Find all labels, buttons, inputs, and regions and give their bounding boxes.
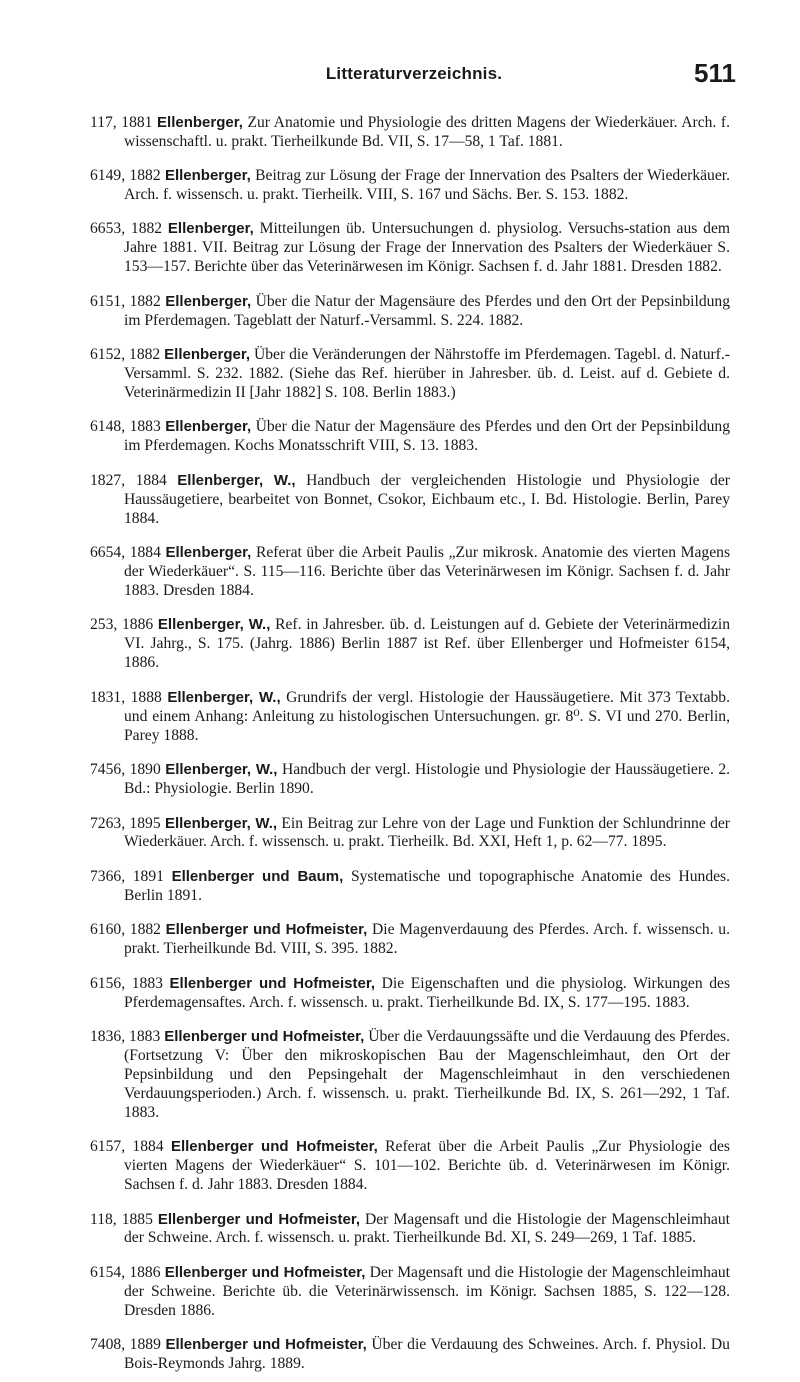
bibliography-entry [90, 1211, 730, 1249]
page-number: 511 [694, 58, 736, 88]
entry-year: 1891 [132, 867, 164, 885]
entry-authors: Ellenberger und Baum, [171, 867, 344, 885]
bibliography-entry [90, 220, 730, 277]
bibliography-entry [90, 167, 730, 205]
bibliography-entry [90, 1028, 730, 1123]
entry-text: Über die Verdauung des Schweines. Arch. f. Physiol. Du Bois-Reymonds Jahrg. 1889. [124, 1336, 730, 1373]
entry-authors: Ellenberger, [164, 167, 251, 184]
entry-authors: Ellenberger und Hofmeister, [164, 1028, 365, 1046]
entry-number: 6653, [90, 220, 126, 238]
bibliography-entry [90, 544, 730, 601]
entry-authors: Ellenberger, W., [157, 616, 271, 634]
entry-authors: Ellenberger, [157, 113, 243, 131]
entry-authors: Ellenberger, W., [177, 471, 296, 489]
entry-year: 1882 [130, 220, 163, 238]
entry-year: 1884 [132, 1138, 164, 1156]
entry-text: Der Magensaft und die Histologie der Magenschleimhaut der Schweine. Arch. f. wissensch. u. prakt. Tierheilkunde Bd. XI, S. 249—269, 1 Taf. 1885. [124, 1210, 730, 1247]
entry-authors: Ellenberger, [165, 544, 252, 562]
entry-text: Die Eigenschaften und die physiolog. Wirkungen des Pferdemagensaftes. Arch. f. wissensch. u. prakt. Tierheilkunde Bd. IX, S. 177—195. 1883. [124, 974, 731, 1011]
entry-text: Grundrifs der vergl. Histologie der Haussäugetiere. Mit 373 Textabb. und einem Anhang: Anleitung zu histologischen Untersuchungen. gr. 8⁰. S. VI und 270. Berlin, Parey 1888. [124, 688, 730, 744]
entry-authors: Ellenberger und Hofmeister, [169, 974, 376, 992]
entry-number: 7456, [90, 761, 126, 779]
entry-year: 1882 [129, 346, 161, 364]
entry-number: 118, [90, 1210, 117, 1228]
entry-authors: Ellenberger, W., [167, 688, 281, 706]
entry-number: 6154, [90, 1263, 126, 1281]
entry-authors: Ellenberger, [165, 418, 252, 436]
bibliography-entry [90, 418, 730, 456]
entry-year: 1888 [130, 688, 162, 706]
entry-text: Beitrag zur Lösung der Frage der Innervation des Psalters der Wiederkäuer. Arch. f. wissensch. u. prakt. Tierheilk. VIII, S. 167 und Sächs. Ber. S. 153. 1882. [124, 167, 730, 203]
entry-year: 1890 [129, 761, 161, 779]
entry-text: Handbuch der vergleichenden Histologie und Physiologie der Haussäugetiere, bearbeitet von Bonnet, Csokor, Eichbaum etc., I. Bd. Histologie. Berlin, Parey 1884. [124, 471, 730, 527]
bibliography-entry [90, 868, 730, 906]
bibliography-entry [90, 616, 730, 673]
entry-text: Zur Anatomie und Physiologie des dritten Magens der Wiederkäuer. Arch. f. wissenschaftl. u. prakt. Tierheilkunde Bd. VII, S. 17—58, 1 Taf. 1881. [124, 113, 730, 150]
bibliography-entry [90, 472, 730, 529]
entry-text: Ref. in Jahresber. üb. d. Leistungen auf d. Gebiete der Veterinärmedizin VI. Jahrg., S. 175. (Jahrg. 1886) Berlin 1887 ist Ref. über Ellenberger und Hofmeister 6154, 1886. [124, 616, 731, 672]
entry-text: Handbuch der vergl. Histologie und Physiologie der Haussäugetiere. 2. Bd.: Physiologie. Berlin 1890. [124, 761, 731, 797]
entry-text: Der Magensaft und die Histologie der Magenschleimhaut der Schweine. Berichte üb. die Veterinärwissensch. im Königr. Sachsen 1885, S. 122—128. Dresden 1886. [124, 1263, 731, 1319]
entry-text: Referat über die Arbeit Paulis „Zur mikrosk. Anatomie des vierten Magens der Wiederkäuer“. S. 115—116. Berichte über das Veterinärwesen im Königr. Sachsen f. d. Jahr 1883. Dresden 1884. [124, 544, 731, 599]
bibliography-entry [90, 689, 730, 746]
bibliography-entry [90, 293, 730, 331]
bibliography-entry [90, 1264, 730, 1321]
entry-year: 1882 [129, 292, 161, 310]
entry-authors: Ellenberger, [167, 220, 254, 238]
bibliography-entry [90, 815, 730, 853]
bibliography-list [90, 98, 730, 1382]
bibliography-entry [90, 346, 730, 403]
entry-authors: Ellenberger, [165, 292, 252, 310]
entry-year: 1886 [129, 1263, 161, 1281]
entry-number: 7408, [90, 1336, 126, 1354]
entry-authors: Ellenberger und Hofmeister, [157, 1210, 361, 1228]
entry-number: 6157, [90, 1138, 126, 1156]
entry-number: 6148, [90, 418, 126, 436]
entry-year: 1883 [129, 418, 161, 436]
entry-text: Über die Veränderungen der Nährstoffe im Pferdemagen. Tagebl. d. Naturf.-Versamml. S. 232. 1882. (Siehe das Ref. hierüber in Jahresber. üb. d. Leist. auf d. Gebiete d. Veterinärmedizin II [Jahr 1882] S. 108. Berlin 1883.) [124, 346, 730, 401]
entry-year: 1883 [131, 974, 163, 992]
entry-year: 1884 [129, 544, 161, 562]
entry-year: 1884 [135, 471, 167, 489]
page-header [92, 58, 736, 88]
entry-text: Ein Beitrag zur Lehre von der Lage und Funktion der Schlundrinne der Wiederkäuer. Arch. f. wissensch. u. prakt. Tierheilk. Bd. XXI, Heft 1, p. 62—77. 1895. [124, 814, 730, 851]
entry-year: 1881 [121, 113, 153, 131]
entry-authors: Ellenberger, [164, 346, 251, 364]
entry-authors: Ellenberger, W., [165, 761, 278, 779]
entry-year: 1883 [129, 1028, 161, 1046]
bibliography-entry [90, 975, 730, 1013]
entry-number: 7263, [90, 814, 126, 832]
entry-number: 6149, [90, 167, 126, 184]
bibliography-entry [90, 921, 730, 959]
entry-number: 1831, [90, 688, 126, 706]
entry-number: 1827, [90, 471, 126, 489]
entry-number: 6152, [90, 346, 126, 364]
entry-text: Die Magenverdauung des Pferdes. Arch. f. wissensch. u. prakt. Tierheilkunde Bd. VIII, S. 395. 1882. [124, 921, 730, 958]
entry-year: 1885 [121, 1210, 153, 1228]
entry-authors: Ellenberger und Hofmeister, [165, 921, 368, 939]
entry-year: 1882 [129, 921, 161, 939]
bibliography-entry [90, 761, 730, 799]
bibliography-entry [90, 1138, 730, 1195]
entry-year: 1882 [129, 167, 161, 184]
entry-year: 1889 [129, 1336, 161, 1354]
entry-number: 6151, [90, 292, 126, 310]
running-title: Litteraturverzeichnis. [325, 64, 503, 83]
entry-number: 6654, [90, 544, 126, 562]
entry-text: Referat über die Arbeit Paulis „Zur Physiologie des vierten Magens der Wiederkäuer“ S. 101—102. Berichte üb. d. Veterinärwesen im Königr. Sachsen f. d. Jahr 1883. Dresden 1884. [124, 1138, 730, 1194]
entry-number: 6160, [90, 921, 126, 939]
entry-text: Über die Natur der Magensäure des Pferdes und den Ort der Pepsinbildung im Pferdemagen. Kochs Monatsschrift VIII, S. 13. 1883. [124, 418, 731, 455]
entry-authors: Ellenberger und Hofmeister, [164, 1263, 366, 1281]
bibliography-entry [90, 1336, 730, 1374]
bibliography-entry [90, 114, 730, 152]
entry-authors: Ellenberger und Hofmeister, [170, 1138, 378, 1156]
entry-authors: Ellenberger und Hofmeister, [165, 1336, 367, 1354]
entry-text: Mitteilungen üb. Untersuchungen d. physiolog. Versuchs-station aus dem Jahre 1881. VII. Beitrag zur Lösung der Frage der Innervation des Psalters der Wiederkäuer S. 153—157. Berichte über das Veterinärwesen im Königr. Sachsen f. d. Jahr 1881. Dresden 1882. [124, 220, 730, 276]
entry-number: 253, [90, 616, 118, 634]
entry-year: 1895 [129, 814, 161, 832]
entry-number: 1836, [90, 1028, 126, 1046]
entry-text: Über die Verdauungssäfte und die Verdauung des Pferdes. (Fortsetzung V: Über den mikroskopischen Bau der Magenschleimhaut, den Ort der Pepsinbildung und den Pepsingehalt der Magenschleimhaut in den verschiedenen Verdauungsperioden.) Arch. f. wissensch. u. prakt. Tierheilkunde Bd. IX, S. 261—292, 1 Taf. 1883. [124, 1028, 731, 1121]
entry-text: Systematische und topographische Anatomie des Hundes. Berlin 1891. [124, 867, 731, 904]
entry-authors: Ellenberger, W., [164, 814, 278, 832]
entry-number: 6156, [90, 974, 126, 992]
entry-number: 117, [90, 113, 117, 131]
entry-year: 1886 [122, 616, 154, 634]
entry-text: Über die Natur der Magensäure des Pferdes und den Ort der Pepsinbildung im Pferdemagen. Tageblatt der Naturf.-Versamml. S. 224. 1882. [124, 292, 731, 329]
entry-number: 7366, [90, 867, 126, 885]
